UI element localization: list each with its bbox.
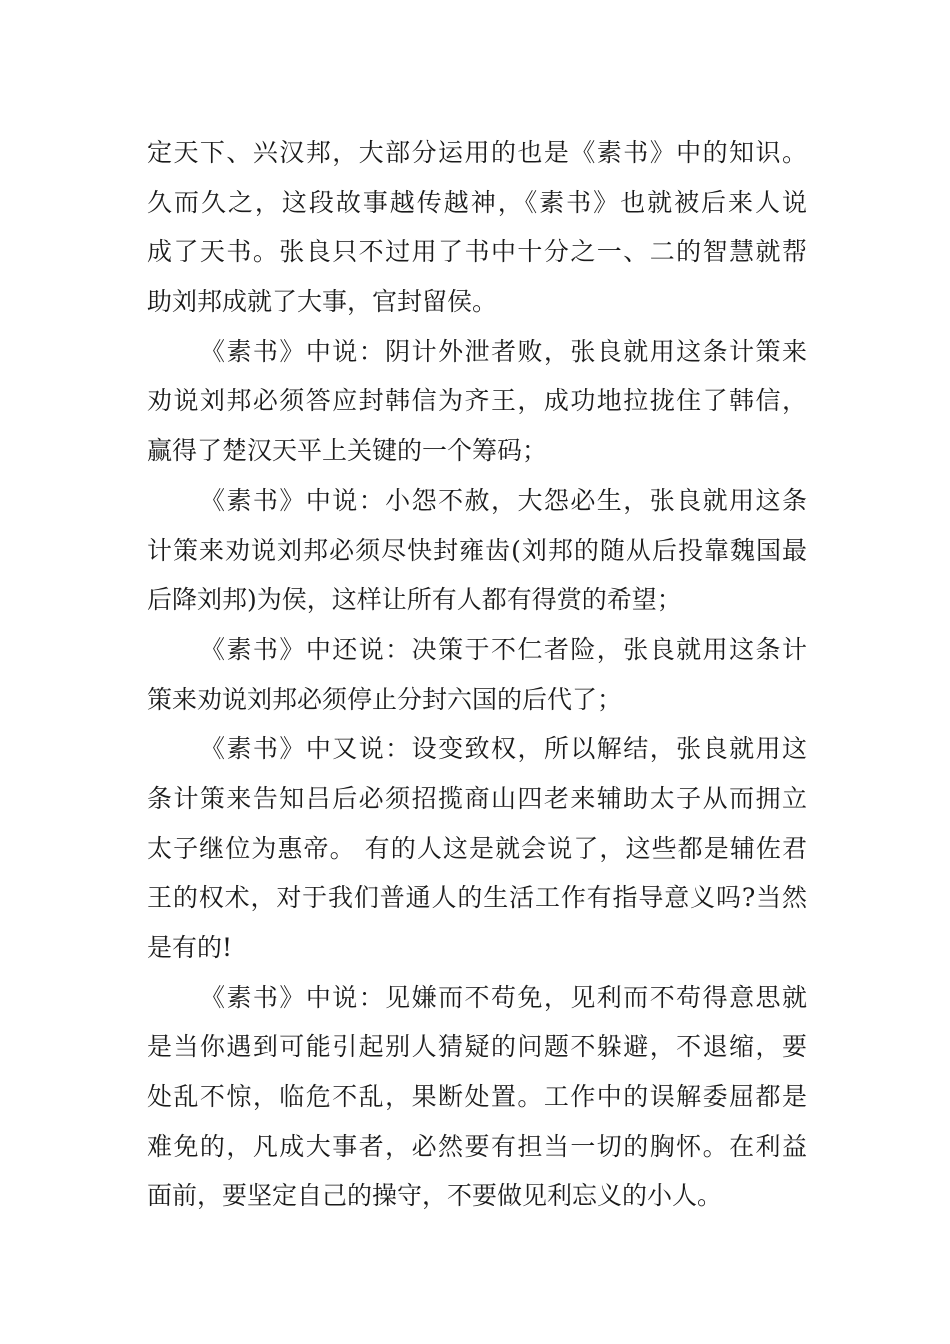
text-line: 成了天书。张良只不过用了书中十分之一、二的智慧就帮 — [147, 237, 807, 267]
text-line: 面前，要坚定自己的操守，不要做见利忘义的小人。 — [147, 1181, 723, 1211]
document-body — [147, 128, 807, 1221]
text-line: 是有的! — [147, 933, 233, 962]
text-line: 太子继位为惠帝。 有的人这是就会说了，这些都是辅佐君 — [147, 833, 807, 863]
text-line: 久而久之，这段故事越传越神，《素书》也就被后来人说 — [147, 187, 807, 217]
text-line: 计策来劝说刘邦必须尽快封雍齿(刘邦的随从后投靠魏国最 — [147, 535, 807, 565]
text-line: 难免的，凡成大事者，必然要有担当一切的胸怀。在利益 — [147, 1131, 807, 1161]
text-line: 《素书》中说：阴计外泄者败，张良就用这条计策来 — [200, 336, 807, 366]
text-line: 王的权术，对于我们普通人的生活工作有指导意义吗?当然 — [147, 883, 807, 913]
paragraph-3 — [147, 476, 807, 625]
text-line: 《素书》中又说：设变致权，所以解结，张良就用这 — [200, 734, 807, 764]
text-line: 《素书》中说：见嫌而不苟免，见利而不苟得意思就 — [200, 982, 807, 1012]
text-line: 策来劝说刘邦必须停止分封六国的后代了； — [147, 684, 623, 714]
text-line: 赢得了楚汉天平上关键的一个筹码； — [147, 436, 548, 466]
paragraph-4 — [147, 625, 807, 724]
paragraph-1 — [147, 128, 807, 327]
text-line: 条计策来告知吕后必须招揽商山四老来辅助太子从而拥立 — [147, 783, 807, 813]
text-line: 后降刘邦)为侯，这样让所有人都有得赏的希望； — [147, 585, 682, 615]
paragraph-5 — [147, 724, 807, 972]
text-line: 定天下、兴汉邦，大部分运用的也是《素书》中的知识。 — [147, 138, 807, 167]
text-line: 劝说刘邦必须答应封韩信为齐王，成功地拉拢住了韩信， — [147, 386, 807, 416]
text-line: 《素书》中还说：决策于不仁者险，张良就用这条计 — [200, 634, 807, 664]
paragraph-2 — [147, 327, 807, 476]
text-line: 助刘邦成就了大事，官封留侯。 — [147, 287, 498, 317]
paragraph-6 — [147, 973, 807, 1221]
text-line: 是当你遇到可能引起别人猜疑的问题不躲避，不退缩，要 — [147, 1032, 807, 1062]
text-line: 处乱不惊，临危不乱，果断处置。工作中的误解委屈都是 — [147, 1082, 807, 1112]
text-line: 《素书》中说：小怨不赦，大怨必生，张良就用这条 — [200, 485, 807, 515]
